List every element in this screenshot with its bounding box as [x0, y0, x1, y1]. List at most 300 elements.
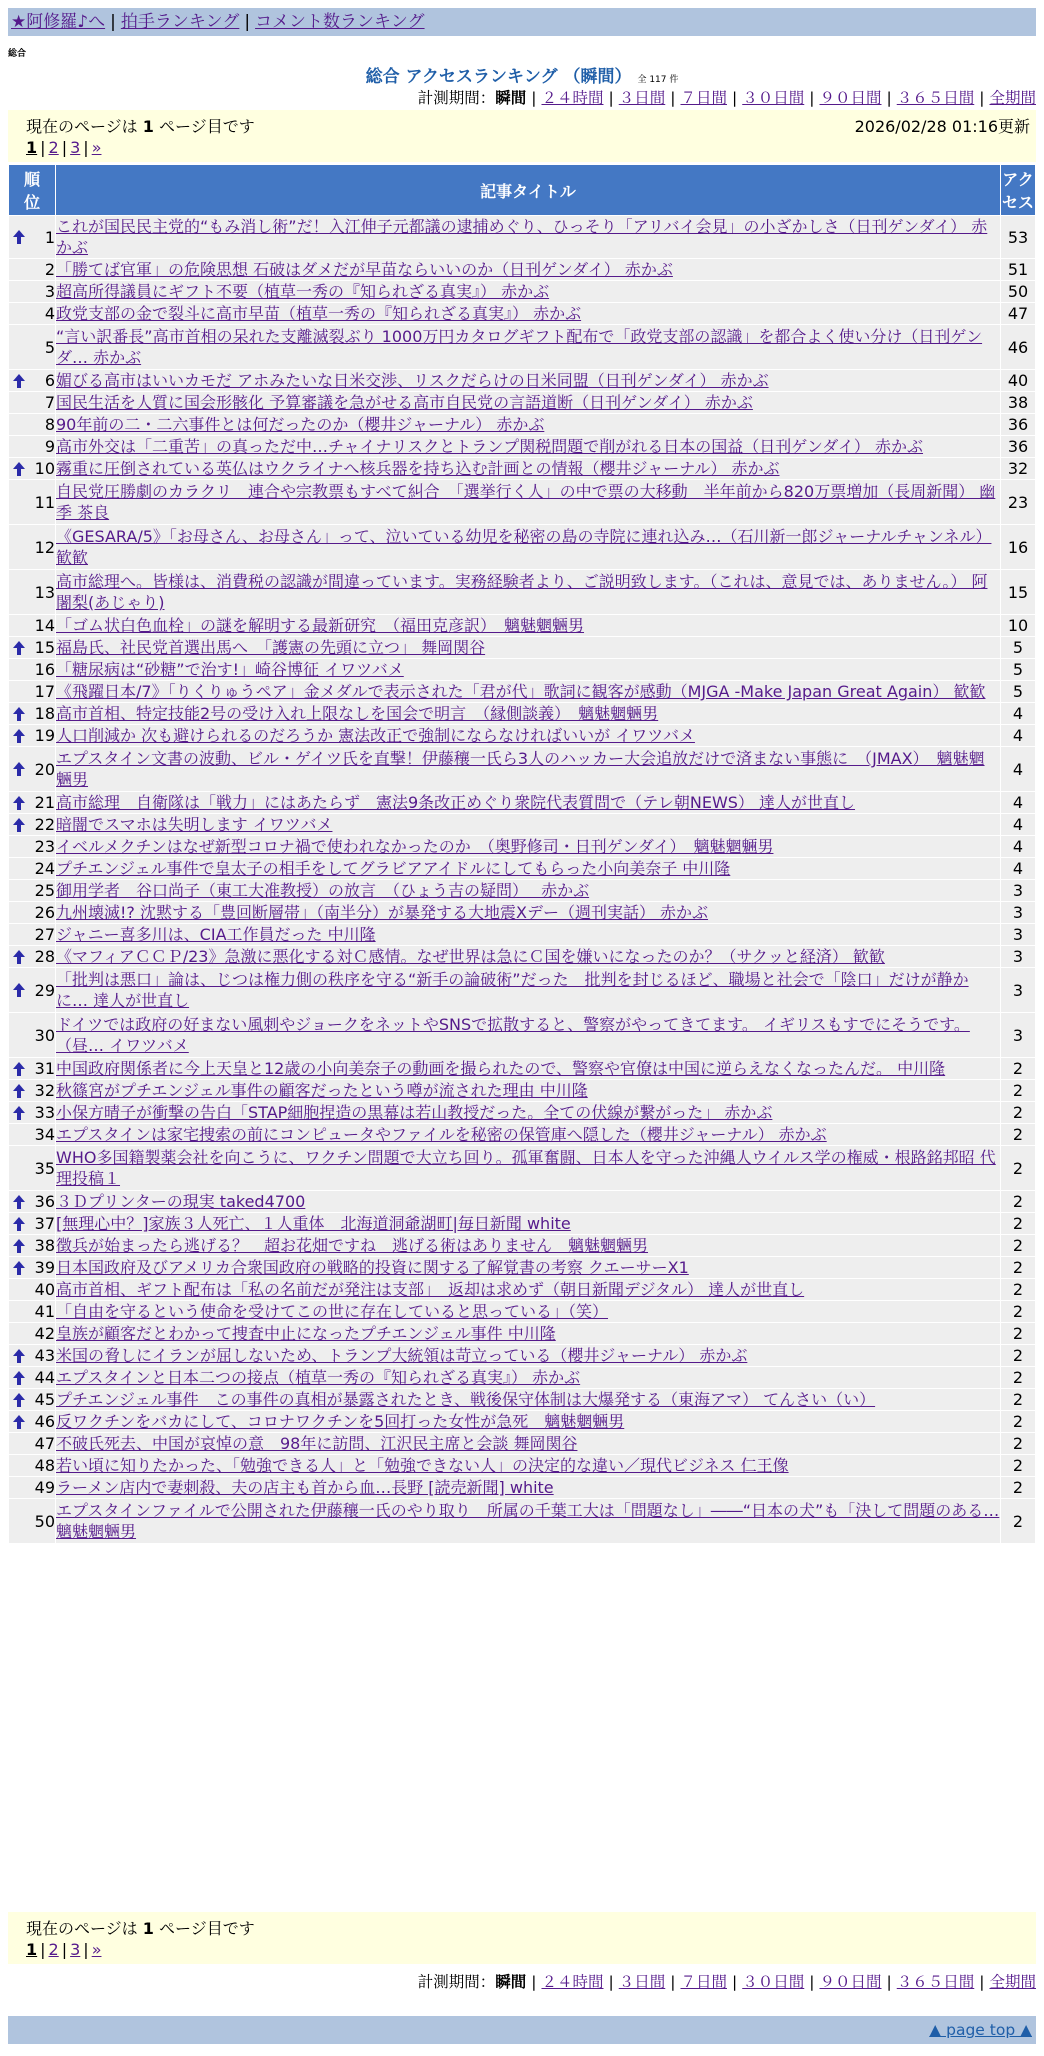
- rank-number: 38: [34, 1236, 55, 1255]
- period-option-3[interactable]: ７日間: [680, 1973, 727, 1991]
- rank-number: 31: [34, 1059, 55, 1078]
- access-count: 50: [1001, 281, 1035, 302]
- rank-up-arrow-icon: [12, 1105, 26, 1121]
- title-cell: [56, 1213, 1000, 1234]
- article-link[interactable]: 九州壊滅!? 沈黙する「豊回断層帯」（南半分）が暴発する大地震Xデー（週刊実話） 赤かぶ: [56, 903, 709, 922]
- page-title: 総合 アクセスランキング （瞬間）: [365, 67, 632, 87]
- page-separator: |: [83, 1940, 89, 1959]
- rank-cell: [9, 1191, 55, 1212]
- table-row: [9, 458, 1035, 479]
- table-row: [9, 1058, 1035, 1079]
- access-count: 2: [1001, 1058, 1035, 1079]
- rank-up-arrow-icon: [12, 949, 26, 965]
- title-cell: [56, 1080, 1000, 1101]
- article-link[interactable]: WHO多国籍製薬会社を向こうに、ワクチン問題で大立ち回り。孤軍奮闘、日本人を守った沖縄人ウイルス学の権威・根路銘邦昭 代理投稿１: [56, 1148, 996, 1188]
- access-count: 4: [1001, 747, 1035, 791]
- period-option-5[interactable]: ９０日間: [819, 89, 882, 107]
- period-option-7[interactable]: 全期間: [989, 1973, 1036, 1991]
- rank-cell: [9, 392, 55, 413]
- article-link[interactable]: 秋篠宮がプチエンジェル事件の顧客だったという噂が流された理由 中川隆: [56, 1081, 588, 1100]
- table-row: [9, 703, 1035, 724]
- rank-up-arrow-icon: [12, 1260, 26, 1276]
- title-cell: [56, 924, 1000, 945]
- table-row: [9, 1279, 1035, 1300]
- period-option-2[interactable]: ３日間: [618, 89, 666, 107]
- table-row: [9, 281, 1035, 302]
- article-link[interactable]: ドイツでは政府の好まない風刺やジョークをネットやSNSで拡散すると、警察がやってきてます。 イギリスもすでにそうです。（昼… イワツバメ: [56, 1015, 970, 1055]
- rank-number: 46: [34, 1412, 55, 1431]
- title-header: 記事タイトル: [56, 165, 1000, 215]
- pagination-bottom: [26, 1940, 101, 1959]
- period-current: 瞬間: [495, 1973, 527, 1991]
- access-header: [1001, 165, 1035, 215]
- rank-number: 47: [34, 1434, 55, 1453]
- rank-cell: [9, 681, 55, 702]
- period-label: 計測期間：: [417, 1973, 496, 1991]
- article-link[interactable]: 「糖尿病は“砂糖”で治す!」崎谷博征 イワツバメ: [56, 660, 404, 679]
- title-cell: [56, 414, 1000, 435]
- table-row: [9, 1345, 1035, 1366]
- period-option-4[interactable]: ３０日間: [742, 1973, 805, 1991]
- home-link[interactable]: ★阿修羅♪へ: [11, 12, 106, 32]
- title-cell: [56, 1191, 1000, 1212]
- rank-up-arrow-icon: [12, 817, 26, 833]
- article-link[interactable]: ３Ｄプリンターの現実 taked4700: [56, 1192, 306, 1211]
- rank-up-arrow-icon: [12, 1083, 26, 1099]
- rank-cell: [9, 480, 55, 524]
- rank-number: 11: [34, 492, 55, 512]
- rank-cell: [9, 924, 55, 945]
- rank-up-arrow-icon: [12, 461, 26, 477]
- table-row: [9, 1213, 1035, 1234]
- title-cell: [56, 681, 1000, 702]
- rank-number: 25: [34, 881, 55, 900]
- rank-up-arrow-icon: [12, 1392, 26, 1408]
- access-count: 2: [1001, 1213, 1035, 1234]
- access-count: 2: [1001, 1124, 1035, 1145]
- article-link[interactable]: 皇族が顧客だとわかって捜査中止になったプチエンジェル事件 中川隆: [56, 1324, 556, 1343]
- table-row: [9, 1257, 1035, 1278]
- table-row: [9, 570, 1035, 614]
- article-link[interactable]: 不破氏死去、中国が哀悼の意 98年に訪問、江沢民主席と会談 舞岡関谷: [56, 1434, 578, 1453]
- rank-number: 24: [34, 859, 55, 878]
- title-cell: [56, 1389, 1000, 1410]
- article-link[interactable]: 国民生活を人質に国会形骸化 予算審議を急がせる高市自民党の言語道断（日刊ゲンダイ） 赤かぶ: [56, 393, 753, 412]
- access-count: 2: [1001, 1257, 1035, 1278]
- article-link[interactable]: “言い訳番長”高市首相の呆れた支離滅裂ぶり 1000万円カタログギフト配布で「政党支部の認識」を都合よく使い分け（日刊ゲンダ… 赤かぶ: [56, 327, 983, 367]
- rank-cell: [9, 1013, 55, 1057]
- table-row: [9, 303, 1035, 324]
- rank-number: 36: [34, 1192, 55, 1211]
- article-link[interactable]: 霧重に圧倒されている英仏はウクライナへ核兵器を持ち込む計画との情報（櫻井ジャーナル） 赤かぶ: [56, 459, 780, 478]
- period-separator: |: [608, 89, 614, 107]
- title-cell: [56, 1345, 1000, 1366]
- table-row: [9, 1367, 1035, 1388]
- table-row: [9, 1235, 1035, 1256]
- title-cell: [56, 725, 1000, 746]
- article-link[interactable]: プチエンジェル事件で皇太子の相手をしてグラビアアイドルにしてもらった小向美奈子 中川隆: [56, 859, 731, 878]
- page-next[interactable]: »: [91, 1940, 102, 1959]
- period-option-6[interactable]: ３６５日間: [896, 89, 975, 107]
- period-option-7[interactable]: 全期間: [989, 89, 1036, 107]
- table-row: [9, 1080, 1035, 1101]
- title-cell: [56, 570, 1000, 614]
- article-link[interactable]: イベルメクチンはなぜ新型コロナ禍で使われなかったのか （奥野修司・日刊ゲンダイ） 魑魅魍魎男: [56, 837, 774, 856]
- access-count: 47: [1001, 303, 1035, 324]
- rank-cell: [9, 216, 55, 258]
- rank-cell: [9, 703, 55, 724]
- rank-number: 50: [34, 1511, 55, 1531]
- rank-cell: [9, 1124, 55, 1145]
- access-count: 2: [1001, 1411, 1035, 1432]
- table-row: [9, 747, 1035, 791]
- rank-up-arrow-icon: [12, 728, 26, 744]
- rank-number: 5: [44, 337, 55, 357]
- table-row: [9, 659, 1035, 680]
- article-link[interactable]: エプスタインファイルで公開された伊藤穰一氏のやり取り 所属の千葉工大は「問題なし」――“日本の犬”も「決して問題のある… 魑魅魍魎男: [56, 1501, 1000, 1541]
- page-link-3[interactable]: 3: [70, 1940, 81, 1959]
- rank-number: 45: [34, 1390, 55, 1409]
- article-link[interactable]: 政党支部の金で裂斗に高市早苗（植草一秀の『知られざる真実』） 赤かぶ: [56, 304, 582, 323]
- table-row: [9, 902, 1035, 923]
- applause-ranking-link[interactable]: 拍手ランキング: [120, 12, 240, 32]
- table-row: [9, 370, 1035, 391]
- access-count: 2: [1001, 1455, 1035, 1476]
- article-link[interactable]: 90年前の二・二六事件とは何だったのか（櫻井ジャーナル） 赤かぶ: [56, 415, 545, 434]
- rank-cell: [9, 259, 55, 280]
- bottom-bar: [8, 2016, 1036, 2044]
- article-link[interactable]: 高市外交は「二重苦」の真っただ中…チャイナリスクとトランプ関税問題で削がれる日本の国益（日刊ゲンダイ） 赤かぶ: [56, 437, 924, 456]
- article-link[interactable]: プチエンジェル事件 この事件の真相が暴露されたとき、戦後保守体制は大爆発する（東海アマ） てんさい（い）: [56, 1390, 876, 1409]
- title-cell: [56, 1323, 1000, 1344]
- access-count: 53: [1001, 216, 1035, 258]
- rank-number: 39: [34, 1258, 55, 1277]
- access-count: 4: [1001, 725, 1035, 746]
- title-cell: [56, 814, 1000, 835]
- table-header-row: [9, 165, 1035, 215]
- rank-up-arrow-icon: [12, 373, 26, 389]
- pagination: [26, 138, 101, 157]
- access-count: 2: [1001, 1499, 1035, 1543]
- rank-number: 1: [44, 227, 55, 247]
- rank-number: 42: [34, 1324, 55, 1343]
- title-cell: [56, 392, 1000, 413]
- rank-number: 17: [34, 682, 55, 701]
- title-cell: [56, 525, 1000, 569]
- info-box-bottom: [8, 1912, 1036, 1964]
- rank-cell: [9, 880, 55, 901]
- page-link-2[interactable]: 2: [48, 1940, 59, 1959]
- rank-cell: [9, 1257, 55, 1278]
- rank-number: 12: [34, 537, 55, 557]
- title-cell: [56, 792, 1000, 813]
- rank-cell: [9, 902, 55, 923]
- page-link-3[interactable]: 3: [70, 138, 81, 157]
- page-next[interactable]: »: [91, 138, 102, 157]
- access-count: 4: [1001, 703, 1035, 724]
- rank-up-arrow-icon: [12, 1370, 26, 1386]
- title-cell: [56, 659, 1000, 680]
- period-separator: |: [979, 89, 985, 107]
- comment-ranking-link[interactable]: コメント数ランキング: [255, 12, 425, 32]
- access-count: 3: [1001, 880, 1035, 901]
- period-separator: |: [809, 1973, 815, 1991]
- rank-number: 21: [34, 793, 55, 812]
- rank-cell: [9, 325, 55, 369]
- rank-up-arrow-icon: [12, 1194, 26, 1210]
- article-link[interactable]: 高市総理 自衛隊は「戦力」にはあたらず 憲法9条改正めぐり衆院代表質問で（テレ朝NEWS） 達人が世直し: [56, 793, 856, 812]
- period-separator: |: [886, 89, 892, 107]
- title-cell: [56, 615, 1000, 636]
- article-link[interactable]: 人口削減か 次も避けられるのだろうか 憲法改正で強制にならなければいいが イワツバメ: [56, 726, 695, 745]
- access-count: 2: [1001, 1323, 1035, 1344]
- article-link[interactable]: 「批判は悪口」論は、じつは権力側の秩序を守る“新手の論破術”だった 批判を封じるほど、職場と社会で「陰口」だけが静かに… 達人が世直し: [56, 970, 969, 1010]
- rank-cell: [9, 281, 55, 302]
- article-link[interactable]: 御用学者 谷口尚子（東工大准教授）の放言 （ひょう吉の疑問） 赤かぶ: [56, 881, 590, 900]
- page-status-number: 1: [142, 1919, 154, 1938]
- article-link[interactable]: エプスタイン文書の波動、ビル・ゲイツ氏を直撃！伊藤穰一氏ら3人のハッカー大会追放だけで済まない事態に （JMAX） 魑魅魍魎男: [56, 749, 985, 789]
- rank-up-arrow-icon: [12, 1216, 26, 1232]
- article-link[interactable]: 「勝てば官軍」の危険思想 石破はダメだが早苗ならいいのか（日刊ゲンダイ） 赤かぶ: [56, 260, 673, 279]
- rank-cell: [9, 1345, 55, 1366]
- table-row: [9, 1191, 1035, 1212]
- period-current: 瞬間: [495, 89, 527, 107]
- access-count: 2: [1001, 1389, 1035, 1410]
- rank-up-arrow-icon: [12, 640, 26, 656]
- access-count: 15: [1001, 570, 1035, 614]
- rank-cell: [9, 814, 55, 835]
- article-link[interactable]: エプスタインと日本二つの接点（植草一秀の『知られざる真実』） 赤かぶ: [56, 1368, 581, 1387]
- title-cell: [56, 1102, 1000, 1123]
- table-row: [9, 414, 1035, 435]
- rank-cell: [9, 1235, 55, 1256]
- rank-number: 22: [34, 815, 55, 834]
- rank-cell: [9, 1146, 55, 1190]
- info-box-top: [8, 110, 1036, 162]
- period-separator: |: [531, 1973, 537, 1991]
- rank-cell: [9, 725, 55, 746]
- period-selector-top: [418, 86, 1036, 108]
- article-link[interactable]: 《GESARA/5》「お母さん、お母さん」って、泣いている幼児を秘密の島の寺院に連れ込み…（石川新一郎ジャーナルチャンネル） 歓歓: [56, 527, 992, 567]
- title-cell: [56, 1477, 1000, 1498]
- rank-number: 32: [34, 1081, 55, 1100]
- rank-cell: [9, 1102, 55, 1123]
- title-cell: [56, 1013, 1000, 1057]
- title-cell: [56, 1367, 1000, 1388]
- rank-number: 28: [34, 947, 55, 966]
- access-count: 2: [1001, 1191, 1035, 1212]
- article-link[interactable]: 小保方晴子が衝撃の告白「STAP細胞捏造の黒幕は若山教授だった。全ての伏線が繋がった」 赤かぶ: [56, 1103, 773, 1122]
- rank-cell: [9, 370, 55, 391]
- article-link[interactable]: ジャニー喜多川は、CIA工作員だった 中川隆: [56, 925, 376, 944]
- article-link[interactable]: 高市総理へ。皆様は、消費税の認識が間違っています。実務経験者より、ご説明致します。（これは、意見では、ありません。） 阿闍梨(あじゃり): [56, 572, 988, 612]
- rank-cell: [9, 458, 55, 479]
- rank-number: 44: [34, 1368, 55, 1387]
- rank-number: 48: [34, 1456, 55, 1475]
- rank-number: 33: [34, 1103, 55, 1122]
- rank-up-arrow-icon: [12, 982, 26, 998]
- article-link[interactable]: 高市首相、特定技能2号の受け入れ上限なしを国会で明言 （縁側談義） 魑魅魍魎男: [56, 704, 659, 723]
- page-link-2[interactable]: 2: [48, 138, 59, 157]
- table-row: [9, 1455, 1035, 1476]
- rank-cell: [9, 659, 55, 680]
- article-link[interactable]: エプスタインは家宅捜索の前にコンピュータやファイルを秘密の保管庫へ隠した（櫻井ジャーナル） 赤かぶ: [56, 1125, 827, 1144]
- page-title-block: [0, 62, 1044, 87]
- title-cell: [56, 458, 1000, 479]
- period-separator: |: [732, 89, 738, 107]
- title-cell: [56, 637, 1000, 658]
- title-cell: [56, 1058, 1000, 1079]
- article-link[interactable]: 米国の脅しにイランが屈しないため、トランプ大統領は苛立っている（櫻井ジャーナル） 赤かぶ: [56, 1346, 748, 1365]
- period-option-6[interactable]: ３６５日間: [896, 1973, 975, 1991]
- rank-number: 13: [34, 582, 55, 602]
- top-nav-bar: ★阿修羅♪へ | 拍手ランキング | コメント数ランキング: [8, 8, 1036, 36]
- rank-cell: [9, 968, 55, 1012]
- rank-cell: [9, 1058, 55, 1079]
- access-count: 10: [1001, 615, 1035, 636]
- period-separator: |: [809, 89, 815, 107]
- article-link[interactable]: 反ワクチンをバカにして、コロナワクチンを5回打った女性が急死 魑魅魍魎男: [56, 1412, 625, 1431]
- period-option-2[interactable]: ３日間: [618, 1973, 666, 1991]
- table-row: [9, 1301, 1035, 1322]
- title-cell: [56, 1146, 1000, 1190]
- access-count: 4: [1001, 814, 1035, 835]
- rank-number: 14: [34, 616, 55, 635]
- period-separator: |: [608, 1973, 614, 1991]
- rank-cell: [9, 1301, 55, 1322]
- period-option-1[interactable]: ２４時間: [541, 89, 604, 107]
- title-cell: [56, 703, 1000, 724]
- ranking-table: [8, 164, 1036, 1544]
- access-count: 4: [1001, 858, 1035, 879]
- period-option-3[interactable]: ７日間: [680, 89, 727, 107]
- rank-header-text: 順 位: [23, 170, 40, 212]
- total-count: 全 117 件: [637, 75, 679, 85]
- article-link[interactable]: 《飛躍日本/7》「りくりゅうペア」金メダルで表示された「君が代」歌詞に観客が感動（MJGA -Make Japan Great Again） 歓歓: [56, 682, 986, 701]
- title-cell: [56, 1257, 1000, 1278]
- page-top-link[interactable]: ▲ page top ▲: [929, 2021, 1032, 2039]
- rank-number: 40: [34, 1280, 55, 1299]
- access-count: 36: [1001, 436, 1035, 457]
- table-row: [9, 1433, 1035, 1454]
- access-count: 3: [1001, 968, 1035, 1012]
- article-link[interactable]: 超高所得議員にギフト不要（植草一秀の『知られざる真実』） 赤かぶ: [56, 282, 550, 301]
- access-count: 2: [1001, 1235, 1035, 1256]
- access-count: 36: [1001, 414, 1035, 435]
- rank-cell: [9, 1389, 55, 1410]
- title-cell: [56, 836, 1000, 857]
- rank-cell: [9, 836, 55, 857]
- table-row: [9, 858, 1035, 879]
- table-row: [9, 1013, 1035, 1057]
- article-link[interactable]: 自民党圧勝劇のカラクリ 連合や宗教票もすべて糾合 「選挙行く人」の中で票の大移動 半年前から820万票増加（長周新聞） 幽季 茶良: [56, 482, 996, 522]
- rank-number: 2: [44, 260, 55, 279]
- article-link[interactable]: これが国民民主党的“もみ消し術”だ！入江伸子元都議の逮捕めぐり、ひっそり「アリバイ会見」の小ざかしさ（日刊ゲンダイ） 赤かぶ: [56, 217, 988, 257]
- table-row: [9, 1477, 1035, 1498]
- article-link[interactable]: 「自由を守るという使命を受けてこの世に存在していると思っている」（笑）: [56, 1302, 609, 1321]
- access-count: 2: [1001, 1345, 1035, 1366]
- period-separator: |: [670, 1973, 676, 1991]
- rank-number: 6: [44, 371, 55, 390]
- table-row: [9, 392, 1035, 413]
- period-label: 計測期間：: [417, 89, 496, 107]
- period-option-5[interactable]: ９０日間: [819, 1973, 882, 1991]
- title-cell: [56, 436, 1000, 457]
- period-option-1[interactable]: ２４時間: [541, 1973, 604, 1991]
- table-row: [9, 325, 1035, 369]
- access-count: 40: [1001, 370, 1035, 391]
- access-count: 2: [1001, 1146, 1035, 1190]
- rank-cell: [9, 747, 55, 791]
- page-status-bottom: 現在のページは 1 ページ目です: [26, 1919, 255, 1938]
- section-label: 総合: [8, 49, 27, 59]
- article-link[interactable]: 暗闇でスマホは失明します イワツバメ: [56, 815, 333, 834]
- rank-cell: [9, 436, 55, 457]
- table-row: [9, 1389, 1035, 1410]
- access-count: 3: [1001, 1013, 1035, 1057]
- title-cell: [56, 1411, 1000, 1432]
- article-link[interactable]: 福島氏、社民党首選出馬へ 「護憲の先頭に立つ」 舞岡関谷: [56, 638, 486, 657]
- rank-up-arrow-icon: [12, 1348, 26, 1364]
- page-separator: |: [40, 138, 46, 157]
- title-cell: [56, 880, 1000, 901]
- rank-cell: [9, 1213, 55, 1234]
- article-link[interactable]: [無理心中？]家族３人死亡、１人重体 北海道洞爺湖町|毎日新聞 white: [56, 1214, 571, 1233]
- rank-cell: [9, 946, 55, 967]
- rank-cell: [9, 1080, 55, 1101]
- title-cell: [56, 946, 1000, 967]
- title-cell: [56, 1433, 1000, 1454]
- rank-number: 23: [34, 837, 55, 856]
- rank-header: [9, 165, 55, 215]
- rank-number: 9: [44, 437, 55, 456]
- access-count: 2: [1001, 1279, 1035, 1300]
- rank-cell: [9, 1411, 55, 1432]
- rank-number: 41: [34, 1302, 55, 1321]
- rank-number: 29: [34, 980, 55, 1000]
- article-link[interactable]: ラーメン店内で妻刺殺、夫の店主も首から血…長野 [読売新聞] white: [56, 1478, 554, 1497]
- access-count: 2: [1001, 1102, 1035, 1123]
- article-link[interactable]: 「ゴム状白色血栓」の謎を解明する最新研究 （福田克彦訳） 魑魅魍魎男: [56, 616, 585, 635]
- rank-number: 18: [34, 704, 55, 723]
- table-row: [9, 637, 1035, 658]
- period-option-4[interactable]: ３０日間: [742, 89, 805, 107]
- article-link[interactable]: 《マフィアＣＣＰ/23》急激に悪化する対Ｃ感情。なぜ世界は急にＣ国を嫌いになったのか？（サクッと経済） 歓歓: [56, 947, 885, 966]
- page-current: 1: [26, 1940, 38, 1959]
- access-count: 2: [1001, 1080, 1035, 1101]
- page-separator: |: [40, 1940, 46, 1959]
- rank-up-arrow-icon: [12, 229, 26, 245]
- rank-number: 34: [34, 1125, 55, 1144]
- access-count: 4: [1001, 792, 1035, 813]
- article-link[interactable]: 高市首相、ギフト配布は「私の名前だが発注は支部」 返却は求めず（朝日新聞デジタル） 達人が世直し: [56, 1280, 805, 1299]
- table-row: [9, 924, 1035, 945]
- title-cell: [56, 968, 1000, 1012]
- rank-cell: [9, 1433, 55, 1454]
- title-cell: [56, 747, 1000, 791]
- article-link[interactable]: 媚びる高市はいいカモだ アホみたいな日米交渉、リスクだらけの日米同盟（日刊ゲンダイ） 赤かぶ: [56, 371, 769, 390]
- rank-cell: [9, 414, 55, 435]
- rank-number: 35: [34, 1158, 55, 1178]
- rank-number: 26: [34, 903, 55, 922]
- article-link[interactable]: 若い頃に知りたかった、「勉強できる人」と「勉強できない人」の決定的な違い／現代ビジネス 仁王像: [56, 1456, 789, 1475]
- article-link[interactable]: 日本国政府及びアメリカ合衆国政府の戦略的投資に関する了解覚書の考察 クエーサーX1: [56, 1258, 689, 1277]
- title-cell: [56, 1455, 1000, 1476]
- table-row: [9, 836, 1035, 857]
- table-row: [9, 615, 1035, 636]
- article-link[interactable]: 中国政府関係者に今上天皇と12歳の小向美奈子の動画を撮られたので、警察や官僚は中国に逆らえなくなったんだ。 中川隆: [56, 1059, 946, 1078]
- article-link[interactable]: 徴兵が始まったら逃げる？ 超お花畑ですね 逃げる術はありません 魑魅魍魎男: [56, 1236, 649, 1255]
